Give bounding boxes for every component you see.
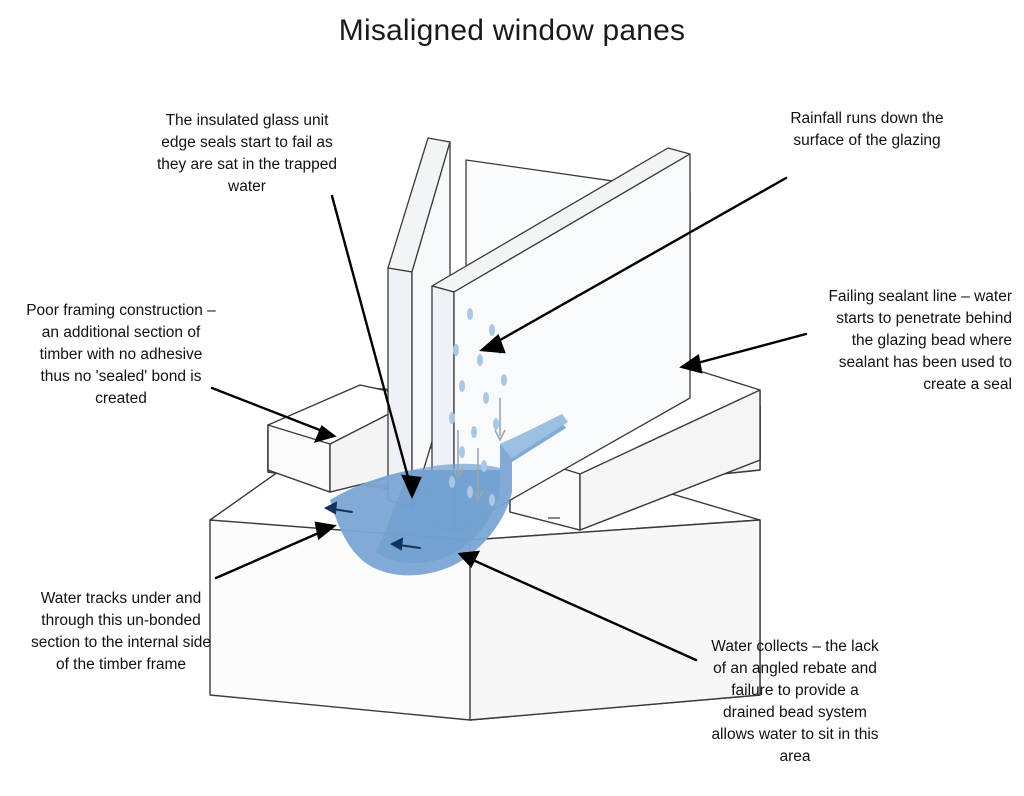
callout-failing-sealant: Failing sealant line – water starts to penetrate behind the glazing bead where sealant has been used to create a seal (828, 288, 1012, 393)
callout-insulated-glass-unit: The insulated glass unit edge seals start to fail as they are sat in the trapped water (156, 112, 338, 195)
callout-rainfall: Rainfall runs down the surface of the glazing (790, 110, 944, 149)
callout-poor-framing: Poor framing construction – an additional section of timber with no adhesive thus no 'sealed' bond is created (26, 302, 216, 407)
callout-water-collects: Water collects – the lack of an angled rebate and failure to provide a drained bead system allows water to sit in this area (711, 638, 879, 765)
callout-water-tracks: Water tracks under and through this un-bonded section to the internal side of the timber frame (30, 590, 212, 673)
page-title: Misaligned window panes (338, 14, 686, 47)
